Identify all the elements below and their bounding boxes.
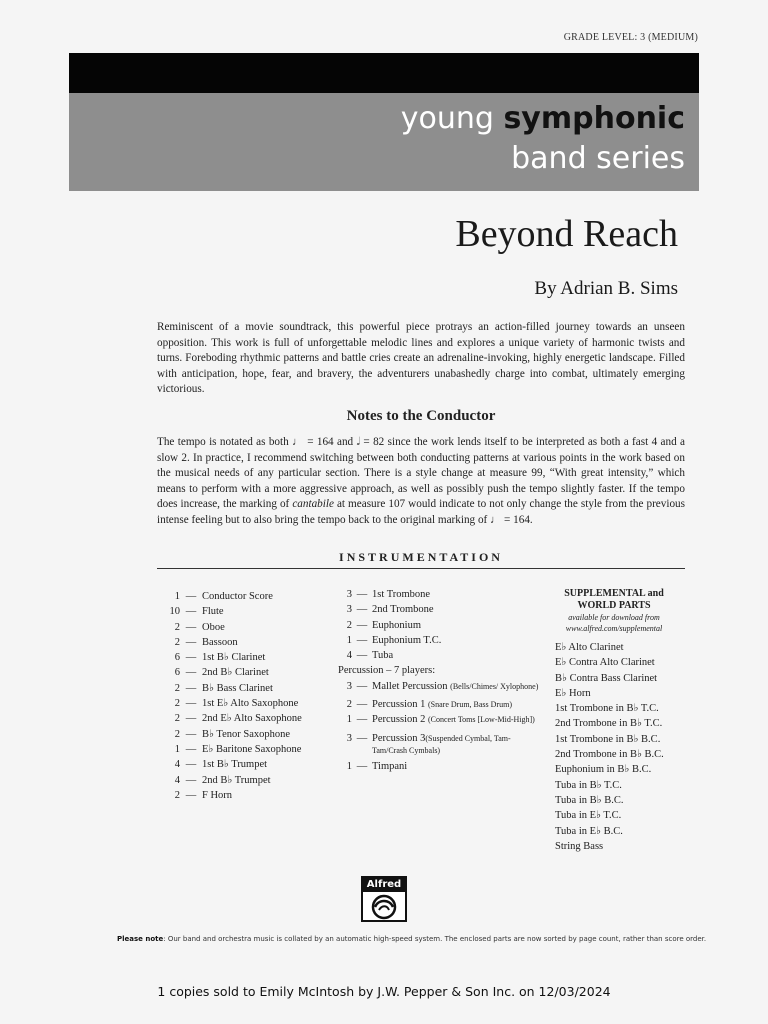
grade-level: GRADE LEVEL: 3 (MEDIUM) — [563, 32, 698, 43]
sales-watermark: 1 copies sold to Emily McIntosh by J.W. Pepper & Son Inc. on 12/03/2024 — [157, 984, 611, 999]
instrumentation-heading: INSTRUMENTATION — [339, 550, 503, 564]
series-title-line1 — [401, 101, 685, 136]
supplemental-item: E♭ Horn — [555, 687, 591, 699]
part-row: 6 — 2nd B♭ Clarinet — [174, 667, 269, 679]
supplemental-item: B♭ Contra Bass Clarinet — [555, 672, 658, 684]
percussion-label: Percussion – 7 players: — [338, 665, 436, 677]
part-row: 1 — Conductor Score — [174, 591, 273, 602]
supplemental-item: Tuba in B♭ B.C. — [555, 794, 624, 806]
part-row: 3 — 1st Trombone — [346, 589, 431, 600]
supplemental-item: Tuba in E♭ B.C. — [555, 825, 623, 837]
supplemental-title-2: WORLD PARTS — [577, 600, 651, 611]
alfred-logo-emblem-icon — [366, 894, 402, 920]
alfred-logo-text: Alfred — [363, 878, 405, 892]
notes-heading: Notes to the Conductor — [346, 408, 496, 424]
part-row: 6 — 1st B♭ Clarinet — [174, 652, 266, 664]
supplemental-item: E♭ Contra Alto Clarinet — [555, 657, 655, 669]
supplemental-item: String Bass — [555, 840, 604, 852]
instrumentation-column-1 — [160, 589, 302, 803]
tempo-marking-1: ♩ = 164 — [292, 436, 334, 448]
supplemental-item: 1st Trombone in B♭ B.C. — [555, 733, 661, 745]
part-row: 4 — 1st B♭ Trumpet — [174, 759, 268, 771]
cantabile-term: cantabile — [292, 498, 334, 510]
series-banner — [69, 93, 699, 191]
supplemental-url: www.alfred.com/supplemental — [565, 624, 663, 633]
part-row: 3 — Mallet Percussion (Bells/Chimes/ Xylophone) — [346, 680, 539, 692]
piece-description: Reminiscent of a movie soundtrack, this powerful piece protrays an action-filled journey towards an unseen opposition. This work is full of unforgettable melodic lines and explores a unique variety of harmonic twists and turns. Foreboding rhythmic patterns and battle cries create an adrenaline-invoking, highly energetic landscape. Filled with anticipation, hope, fear, and bravery, the adventurers unabashedly charge into combat, ultimately emerging victorious. — [157, 321, 685, 395]
note-label: Please note — [117, 935, 164, 943]
supplemental-item: 2nd Trombone in B♭ T.C. — [555, 718, 663, 730]
instrumentation-divider — [157, 568, 685, 569]
alfred-logo — [361, 876, 407, 922]
notes-text-2: and — [333, 436, 357, 448]
part-row: 2 — F Horn — [174, 789, 233, 801]
supplemental-item: 1st Trombone in B♭ T.C. — [555, 703, 659, 715]
notes-text-1: The tempo is notated as both — [157, 436, 293, 448]
part-row: 1 — Timpani — [346, 760, 408, 772]
part-row: 2 — 1st E♭ Alto Saxophone — [174, 698, 299, 710]
part-row: 4 — Tuba — [346, 650, 394, 662]
part-row: 1 — Euphonium T.C. — [346, 634, 442, 646]
part-row: 2 — 2nd E♭ Alto Saxophone — [174, 713, 302, 725]
piece-title: Beyond Reach — [455, 213, 678, 255]
series-title-line2: band series — [511, 141, 685, 176]
part-row: 4 — 2nd B♭ Trumpet — [174, 774, 271, 786]
part-row: 3 — Percussion 3(Suspended Cymbal, Tam-Tam/Crash Cymbals) — [346, 732, 511, 755]
notes-body — [157, 435, 685, 528]
supplemental-parts — [555, 588, 705, 854]
collation-note — [117, 935, 717, 943]
supplemental-title-1: SUPPLEMENTAL and — [564, 588, 664, 599]
series-word-young: young — [400, 101, 494, 136]
part-row: 1 — Percussion 2 (Concert Toms [Low-Mid-High]) — [346, 714, 535, 726]
tempo-marking-2: 𝅗𝅥 = 82 — [356, 436, 385, 448]
part-row: 2 — Percussion 1 (Snare Drum, Bass Drum) — [346, 699, 512, 711]
note-text: : Our band and orchestra music is collated by an automatic high-speed system. The enclosed parts are now sorted by page count, rather than score order. — [163, 935, 707, 943]
supplemental-item: Tuba in B♭ T.C. — [555, 779, 622, 791]
series-word-symphonic: symphonic — [503, 101, 685, 136]
tempo-marking-3: ♩ = 164. — [490, 513, 533, 526]
notes-text-3: since the work lends itself to be interpreted as both a fast 4 and a slow 2. In practice, I recommend switching between both conducting patterns at various points in the work based on the musical needs of any particular section. There is a style change at measure 99, “With great intensity,” which means to perform with a more aggressive approach, as well as possibly push the tempo slightly faster. If the tempo does increase, the marking of — [157, 436, 685, 510]
part-row: 2 — Oboe — [174, 621, 225, 633]
supplemental-item: Tuba in E♭ T.C. — [555, 810, 622, 822]
part-row: 2 — Euphonium — [346, 619, 421, 631]
part-row: 1 — E♭ Baritone Saxophone — [174, 743, 302, 755]
part-row: 2 — Bassoon — [174, 636, 238, 648]
part-row: 2 — B♭ Tenor Saxophone — [174, 728, 291, 740]
instrumentation-column-2 — [338, 587, 548, 774]
composer-credit: By Adrian B. Sims — [534, 278, 678, 299]
notes-text-4: at measure 107 would indicate to not only change the style from the previous intense feeling but to also bring the tempo back to the original marking of — [157, 498, 686, 526]
supplemental-item: Euphonium in B♭ B.C. — [555, 764, 652, 776]
part-row: 10 — Flute — [169, 606, 224, 618]
part-row: 3 — 2nd Trombone — [346, 604, 434, 616]
supplemental-item: E♭ Alto Clarinet — [555, 642, 624, 653]
supplemental-item: 2nd Trombone in B♭ B.C. — [555, 749, 664, 761]
supplemental-subtitle: available for download from www.alfred.com/supplemental — [555, 612, 673, 634]
part-row: 2 — B♭ Bass Clarinet — [174, 682, 273, 694]
header-black-band — [69, 53, 699, 93]
